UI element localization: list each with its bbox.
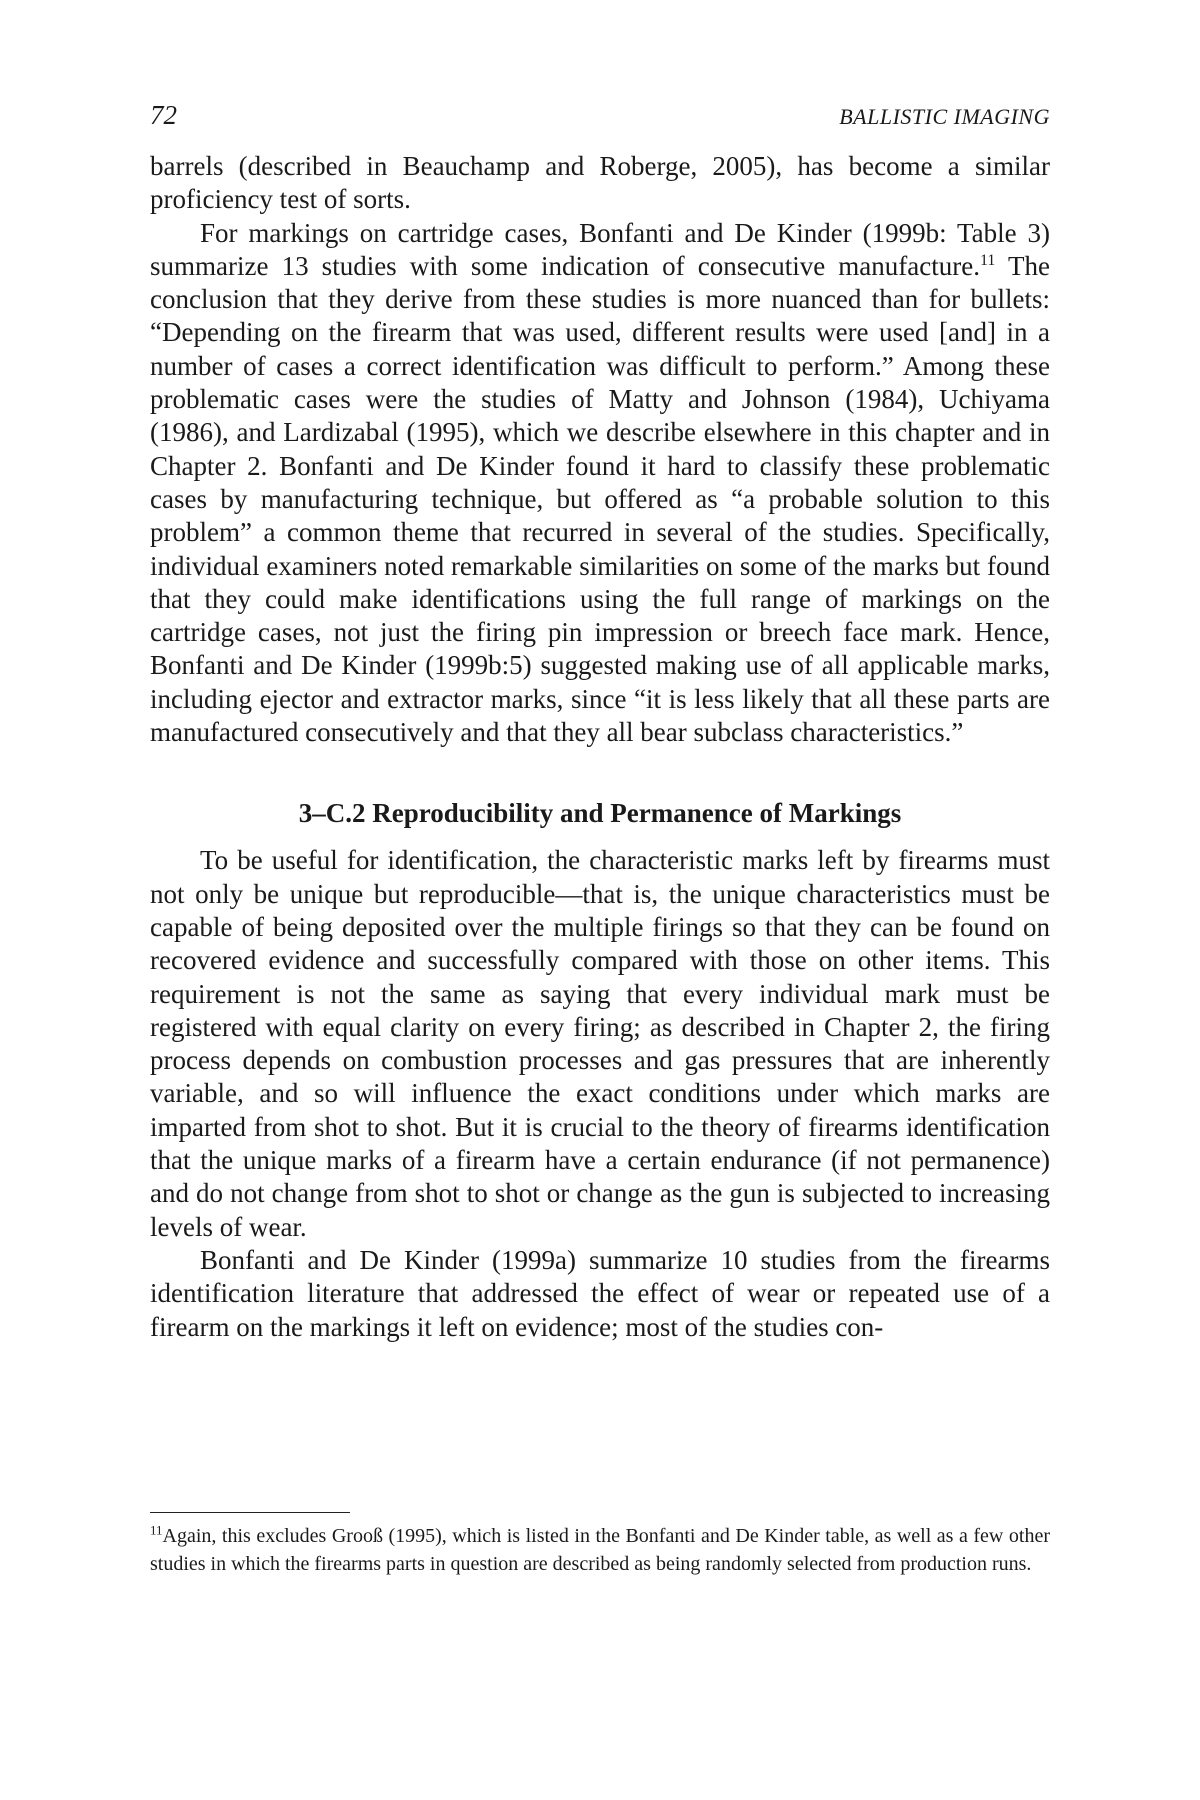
- body-text: [150, 150, 1050, 1344]
- paragraph-1: barrels (described in Beauchamp and Roberge, 2005), has become a similar proficiency test of sorts.: [150, 151, 1050, 215]
- running-title: BALLISTIC IMAGING: [839, 104, 1050, 129]
- paragraph-2: [150, 217, 1050, 750]
- footnote-number: 11: [150, 1522, 163, 1538]
- page-number: 72: [150, 100, 177, 130]
- page-content: [150, 100, 1050, 1344]
- running-head: [150, 100, 1050, 150]
- footnote-text: Again, this excludes Grooß (1995), which is listed in the Bonfanti and De Kinder table, as well as a few other studies in which the firearms parts in question are described as being randomly selected from production runs.: [150, 1525, 1050, 1575]
- section-heading: 3–C.2 Reproducibility and Permanence of Markings: [298, 798, 902, 829]
- footnote-divider: [150, 1512, 350, 1513]
- paragraph-3: To be useful for identification, the characteristic marks left by firearms must not only be unique but reproducible—that is, the unique characteristics must be capable of being deposited over the multiple firings so that they can be found on recovered evidence and successfully compared with those on other items. This requirement is not the same as saying that every individual mark must be registered with equal clarity on every firing; as described in Chapter 2, the firing process depends on combustion processes and gas pressures that are inherently variable, and so will influence the exact conditions under which marks are imparted from shot to shot. But it is crucial to the theory of firearms identification that the unique marks of a firearm have a certain endurance (if not permanence) and do not change from shot to shot or change as the gun is subjected to increasing levels of wear.: [150, 845, 1050, 1242]
- footnote-11: [150, 1523, 1050, 1578]
- footnote-reference: 11: [979, 251, 996, 269]
- paragraph-2-text-a: For markings on cartridge cases, Bonfanti and De Kinder (1999b: Table 3) summarize 13 studies with some indication of consecutive manufacture.: [150, 217, 1050, 281]
- paragraph-4: Bonfanti and De Kinder (1999a) summarize 10 studies from the firearms identification literature that addressed the effect of wear or repeated use of a firearm on the markings it left on evidence; most of the studies con-: [150, 1244, 1050, 1342]
- footnote-area: [150, 1512, 1050, 1578]
- paragraph-2-text-b: The conclusion that they derive from these studies is more nuanced than for bullets: “Depending on the firearm that was used, different results were used [and] in a number of cases a correct identification was difficult to perform.” Among these problematic cases were the studies of Matty and Johnson (1984), Uchiyama (1986), and Lardizabal (1995), which we describe elsewhere in this chapter and in Chapter 2. Bonfanti and De Kinder found it hard to classify these problematic cases by manufacturing technique, but offered as “a probable solution to this problem” a common theme that recurred in several of the studies. Specifically, individual examiners noted remarkable similarities on some of the marks but found that they could make identifications using the full range of markings on the cartridge cases, not just the firing pin impression or breech face mark. Hence, Bonfanti and De Kinder (1999b:5) suggested making use of all applicable marks, including ejector and extractor marks, since “it is less likely that all these parts are manufactured consecutively and that they all bear subclass characteristics.”: [150, 250, 1050, 748]
